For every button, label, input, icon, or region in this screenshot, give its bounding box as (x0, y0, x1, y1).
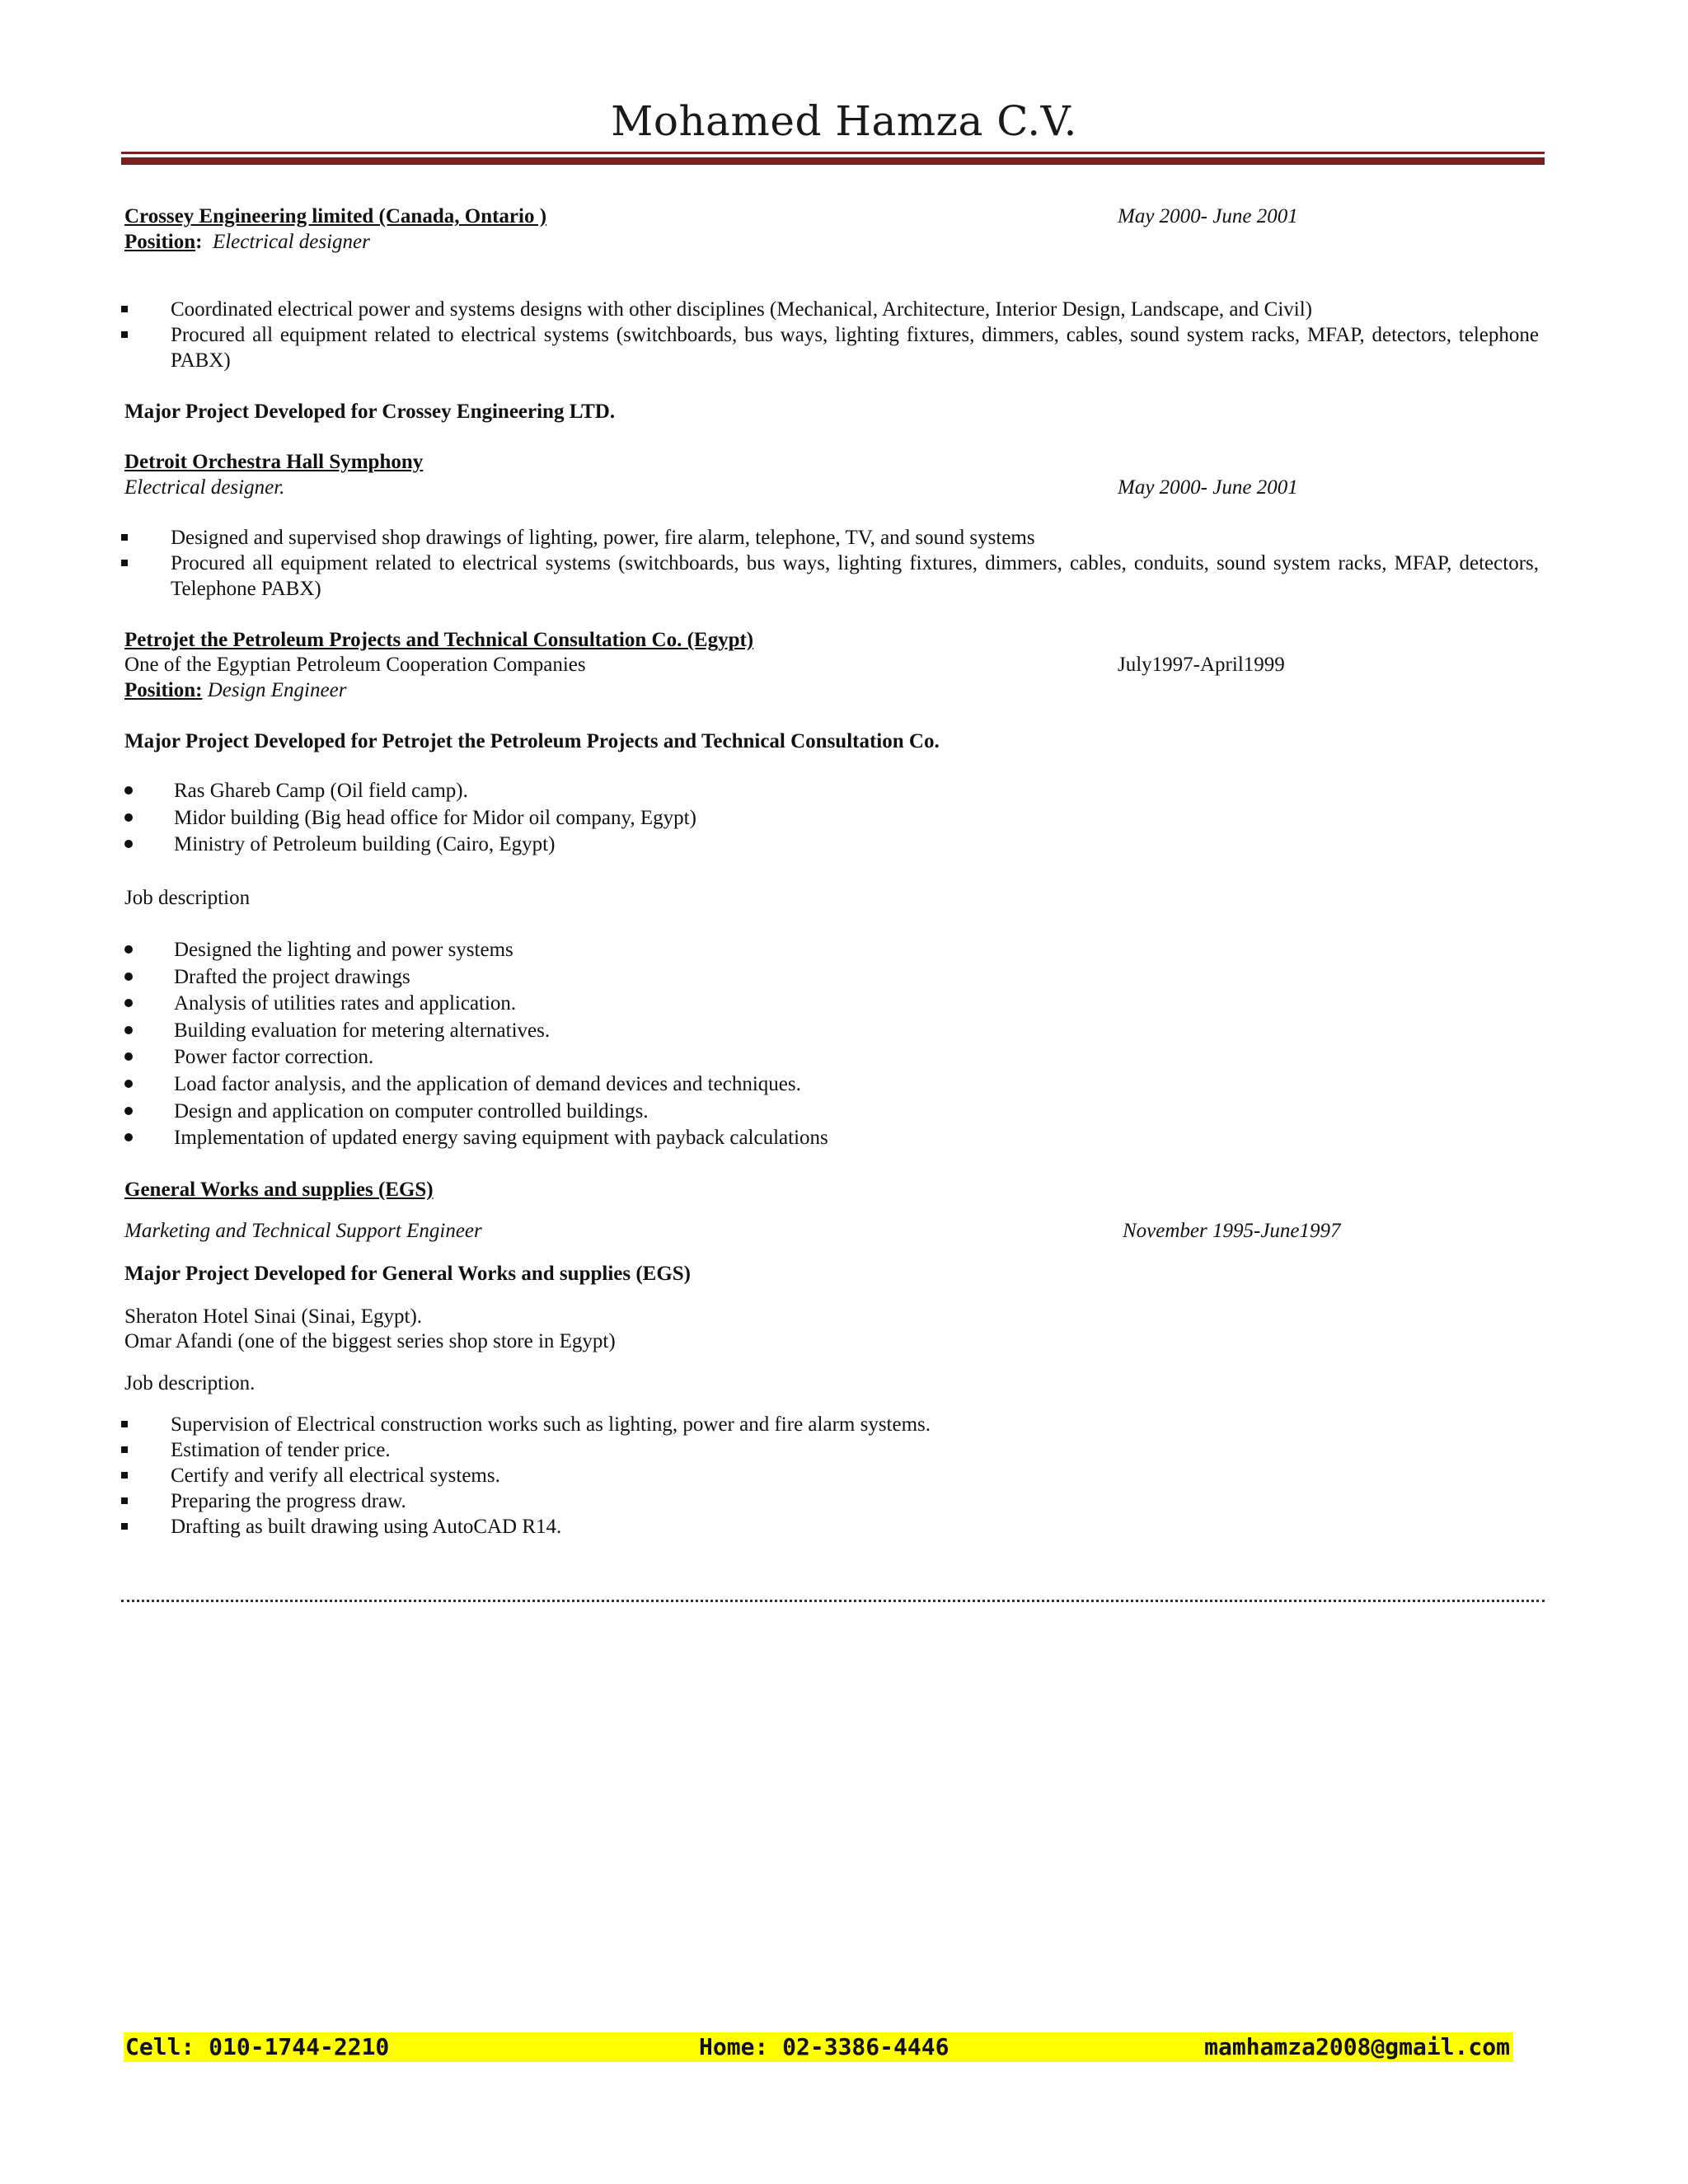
list-item: Certify and verify all electrical systems. (121, 1463, 1539, 1488)
position-label: Position (124, 231, 196, 253)
contact-cell: Cell: 010-1744-2210 (125, 2033, 390, 2060)
detroit-role: Electrical designer. (124, 476, 285, 499)
detroit-project: Detroit Orchestra Hall Symphony (124, 451, 424, 473)
round-bullet-icon (124, 840, 133, 848)
list-item: Ras Ghareb Camp (Oil field camp). (121, 778, 1539, 805)
position-label: Position: (124, 679, 203, 701)
egs-dates: November 1995-June1997 (1123, 1220, 1341, 1242)
square-bullet-icon (121, 1523, 128, 1530)
title-rule-thin (121, 152, 1545, 154)
square-bullet-icon (121, 1446, 128, 1453)
position-colon: : (195, 231, 203, 253)
egs-project-2: Omar Afandi (one of the biggest series shop store in Egypt) (124, 1330, 616, 1352)
list-item: Building evaluation for metering alternatives. (121, 1018, 1539, 1045)
round-bullet-icon (124, 1080, 133, 1088)
list-item: Power factor correction. (121, 1044, 1539, 1071)
crossey-bullets (121, 297, 1539, 373)
list-item: Procured all equipment related to electrical systems (switchboards, bus ways, lighting fixtures, dimmers, cables, sound system racks, MFAP, detectors, telephone PABX) (121, 322, 1539, 373)
square-bullet-icon (121, 534, 128, 541)
petrojet-duties (121, 937, 1539, 1152)
contact-bar (124, 2032, 1513, 2062)
title-rule-thick (121, 157, 1545, 165)
petrojet-job-description-label: Job description (124, 887, 251, 909)
egs-project-1: Sheraton Hotel Sinai (Sinai, Egypt). (124, 1305, 423, 1328)
petrojet-projects (121, 778, 1539, 859)
round-bullet-icon (124, 1026, 133, 1034)
round-bullet-icon (124, 1133, 133, 1141)
list-item: Procured all equipment related to electrical systems (switchboards, bus ways, lighting fixtures, dimmers, cables, conduits, sound system racks, MFAP, detectors, Telephone PABX) (121, 551, 1539, 602)
egs-role: Marketing and Technical Support Engineer (124, 1220, 482, 1242)
detroit-dates: May 2000- June 2001 (1118, 476, 1298, 499)
detroit-bullets (121, 525, 1539, 602)
round-bullet-icon (124, 786, 133, 794)
crossey-dates: May 2000- June 2001 (1118, 205, 1298, 227)
petrojet-position: Design Engineer (207, 679, 347, 701)
contact-email-link[interactable]: mamhamza2008@gmail.com (1204, 2033, 1510, 2060)
list-item: Estimation of tender price. (121, 1437, 1539, 1463)
petrojet-dates: July1997-April1999 (1118, 654, 1285, 676)
cv-title: Mohamed Hamza C.V. (611, 97, 1077, 145)
list-item: Load factor analysis, and the application of demand devices and techniques. (121, 1071, 1539, 1099)
round-bullet-icon (124, 813, 133, 822)
square-bullet-icon (121, 1472, 128, 1479)
square-bullet-icon (121, 331, 128, 338)
list-item: Drafted the project drawings (121, 964, 1539, 991)
square-bullet-icon (121, 1421, 128, 1427)
square-bullet-icon (121, 560, 128, 566)
list-item: Preparing the progress draw. (121, 1488, 1539, 1514)
crossey-position-line (124, 229, 370, 255)
list-item: Coordinated electrical power and systems designs with other disciplines (Mechanical, Architecture, Interior Design, Landscape, and Civil) (121, 297, 1539, 322)
crossey-major-project-heading: Major Project Developed for Crossey Engineering LTD. (124, 401, 616, 423)
crossey-position: Electrical designer (212, 231, 370, 253)
list-item: Drafting as built drawing using AutoCAD R14. (121, 1514, 1539, 1540)
petrojet-company: Petrojet the Petroleum Projects and Technical Consultation Co. (Egypt) (124, 629, 754, 651)
list-item: Designed and supervised shop drawings of lighting, power, fire alarm, telephone, TV, and sound systems (121, 525, 1539, 551)
egs-duties (121, 1412, 1539, 1540)
list-item: Midor building (Big head office for Midor oil company, Egypt) (121, 805, 1539, 832)
crossey-company: Crossey Engineering limited (Canada, Ontario ) (124, 205, 547, 227)
round-bullet-icon (124, 1052, 133, 1061)
dotted-separator (121, 1600, 1545, 1602)
list-item: Designed the lighting and power systems (121, 937, 1539, 964)
egs-major-project-heading: Major Project Developed for General Works and supplies (EGS) (124, 1263, 692, 1285)
egs-job-description-label: Job description. (124, 1372, 256, 1394)
square-bullet-icon (121, 306, 128, 312)
petrojet-subtitle: One of the Egyptian Petroleum Cooperation Companies (124, 654, 586, 676)
contact-home[interactable]: Home: 02-3386-4446 (699, 2033, 950, 2060)
square-bullet-icon (121, 1497, 128, 1504)
round-bullet-icon (124, 945, 133, 954)
round-bullet-icon (124, 1107, 133, 1115)
round-bullet-icon (124, 972, 133, 981)
egs-company: General Works and supplies (EGS) (124, 1179, 434, 1201)
petrojet-position-line (124, 677, 346, 703)
list-item: Analysis of utilities rates and application. (121, 991, 1539, 1018)
round-bullet-icon (124, 999, 133, 1007)
petrojet-major-project-heading: Major Project Developed for Petrojet the Petroleum Projects and Technical Consultation Co. (124, 730, 940, 752)
list-item: Supervision of Electrical construction works such as lighting, power and fire alarm systems. (121, 1412, 1539, 1437)
list-item: Ministry of Petroleum building (Cairo, Egypt) (121, 832, 1539, 859)
list-item: Design and application on computer controlled buildings. (121, 1099, 1539, 1126)
list-item: Implementation of updated energy saving equipment with payback calculations (121, 1125, 1539, 1152)
